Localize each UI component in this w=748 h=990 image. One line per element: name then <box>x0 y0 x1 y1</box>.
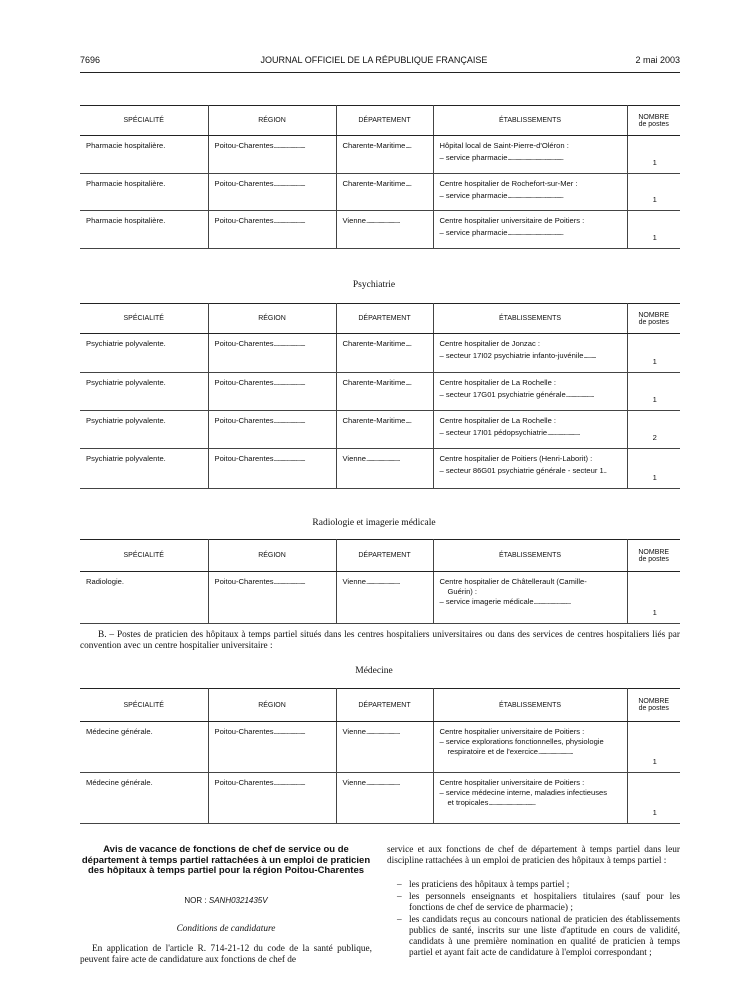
leader-dots: .............................. <box>366 727 400 736</box>
para-right: service et aux fonctions de chef de département à temps partiel dans leur discipline rattachées à un emploi de praticien des hôpitaux à temps partiel : <box>387 845 680 866</box>
leader-dots: ............................. <box>547 428 580 437</box>
radiologie-table <box>80 539 680 624</box>
cell-specialite: Psychiatrie polyvalente. <box>80 334 208 373</box>
cell-etablissements <box>433 334 627 373</box>
cell-departement <box>336 174 433 211</box>
col-specialite: SPÉCIALITÉ <box>80 689 208 722</box>
col-nombre-line2: de postes <box>638 705 669 712</box>
col-etablissements: ÉTABLISSEMENTS <box>433 106 627 136</box>
col-nombre <box>627 106 680 136</box>
page-number: 7696 <box>80 55 101 65</box>
cell-specialite: Pharmacie hospitalière. <box>80 174 208 211</box>
cell-nombre: 1 <box>627 373 680 411</box>
para-left: En application de l'article R. 714-21-12 du code de la santé publique, peuvent faire acte de candidature aux fonctions de chef de <box>80 944 372 965</box>
etab-line3: et tropicales <box>447 798 489 807</box>
cell-nombre: 1 <box>627 174 680 211</box>
leader-dots: ............................ <box>273 339 305 348</box>
section-title-psychiatrie: Psychiatrie <box>352 280 396 290</box>
cell-etablissements <box>433 211 627 249</box>
col-departement: DÉPARTEMENT <box>336 106 433 136</box>
col-departement: DÉPARTEMENT <box>336 689 433 722</box>
etab-line2: – service explorations fonctionnelles, physiologie <box>439 737 604 746</box>
journal-title: JOURNAL OFFICIEL DE LA RÉPUBLIQUE FRANÇAISE <box>260 55 488 65</box>
nor-value: SANH0321435V <box>208 896 268 905</box>
col-nombre-line2: de postes <box>638 555 669 563</box>
cell-region <box>208 773 336 824</box>
list-item: – les praticiens des hôpitaux à temps partiel ; <box>397 880 680 891</box>
leader-dots: ............................ <box>273 454 305 463</box>
cell-region <box>208 136 336 174</box>
etab-line2: – secteur 86G01 psychiatrie générale - secteur 1 <box>439 466 604 475</box>
leader-dots: .................................................. <box>507 191 563 200</box>
leader-dots: .......................................... <box>488 798 536 807</box>
avis-title: Avis de vacance de fonctions de chef de service ou de département à temps partiel rattachées à un emploi de praticien des hôpitaux à temps partiel pour la région Poitou-Charentes <box>81 844 371 876</box>
leader-dots: ............................ <box>273 141 305 150</box>
leader-dots: .............................. <box>366 454 400 463</box>
cell-etablissements <box>433 572 627 624</box>
nor-line <box>80 896 372 905</box>
departement-text: Charente-Maritime <box>342 416 406 425</box>
cell-region <box>208 174 336 211</box>
col-nombre <box>627 689 680 722</box>
leader-dots: .............................. <box>366 778 400 787</box>
etab-line1: Hôpital local de Saint-Pierre-d'Oléron : <box>439 141 569 150</box>
cell-etablissements <box>433 411 627 449</box>
departement-text: Vienne <box>342 727 367 736</box>
col-specialite: SPÉCIALITÉ <box>80 106 208 136</box>
table-row <box>80 211 680 249</box>
cell-region <box>208 373 336 411</box>
cell-departement <box>336 136 433 174</box>
etab-line1: Centre hospitalier de Châtellerault (Camille- <box>439 577 587 586</box>
region-text: Poitou-Charentes <box>214 378 274 387</box>
cell-specialite: Médecine générale. <box>80 773 208 824</box>
table-row <box>80 174 680 211</box>
departement-text: Vienne <box>342 454 367 463</box>
pharmacie-table <box>80 105 680 249</box>
cell-departement <box>336 773 433 824</box>
etab-line1: Centre hospitalier de La Rochelle : <box>439 378 557 387</box>
region-text: Poitou-Charentes <box>214 179 274 188</box>
cell-nombre: 1 <box>627 334 680 373</box>
cell-specialite: Pharmacie hospitalière. <box>80 211 208 249</box>
header-rule <box>80 72 680 73</box>
etab-line2: – service médecine interne, maladies infectieuses <box>439 788 608 797</box>
col-region: RÉGION <box>208 106 336 136</box>
col-specialite: SPÉCIALITÉ <box>80 304 208 334</box>
col-departement: DÉPARTEMENT <box>336 540 433 572</box>
leader-dots: .................................................. <box>507 228 563 237</box>
col-nombre-line1: NOMBRE <box>638 698 670 705</box>
departement-text: Vienne <box>342 216 367 225</box>
cell-nombre: 1 <box>627 211 680 249</box>
region-text: Poitou-Charentes <box>214 416 274 425</box>
table-row <box>80 722 680 773</box>
region-text: Poitou-Charentes <box>214 141 274 150</box>
cell-departement <box>336 373 433 411</box>
leader-dots: ............................ <box>273 378 305 387</box>
leader-dots: ............................ <box>273 727 305 736</box>
leader-dots: ........... <box>583 351 596 360</box>
col-etablissements: ÉTABLISSEMENTS <box>433 689 627 722</box>
leader-dots: ..... <box>405 416 411 425</box>
region-text: Poitou-Charentes <box>214 339 274 348</box>
leader-dots: .............................. <box>366 216 400 225</box>
region-text: Poitou-Charentes <box>214 727 274 736</box>
etab-line1: Centre hospitalier de Rochefort-sur-Mer : <box>439 179 578 188</box>
leader-dots: ..... <box>405 179 411 188</box>
col-nombre-line1: NOMBRE <box>638 311 670 319</box>
cell-departement <box>336 411 433 449</box>
leader-dots: ................................. <box>533 597 571 606</box>
etab-line1: Centre hospitalier de Poitiers (Henri-Laborit) : <box>439 454 593 463</box>
col-nombre-line1: NOMBRE <box>638 548 670 556</box>
leader-dots: ............................ <box>273 179 305 188</box>
section-title-medecine: Médecine <box>355 666 393 676</box>
table-row <box>80 572 680 624</box>
table-header-row <box>80 106 680 136</box>
table-header-row <box>80 689 680 722</box>
cell-region <box>208 449 336 489</box>
departement-text: Charente-Maritime <box>342 179 406 188</box>
cell-specialite: Psychiatrie polyvalente. <box>80 373 208 411</box>
cell-etablissements <box>433 174 627 211</box>
cell-nombre: 1 <box>627 722 680 773</box>
cell-departement <box>336 722 433 773</box>
cell-etablissements <box>433 136 627 174</box>
etab-line2: Guérin) : <box>447 587 478 596</box>
col-region: RÉGION <box>208 540 336 572</box>
etab-line1: Centre hospitalier de Jonzac : <box>439 339 540 348</box>
list-item: – les candidats reçus au concours national de praticien des établissements publics de santé, inscrits sur une liste d'aptitude en cours de validité, candidats à une première nomination en qualité de praticien à temps partiel et ayant fait acte de candidature à l'emploi correspondant ; <box>397 915 680 959</box>
cell-region <box>208 211 336 249</box>
col-etablissements: ÉTABLISSEMENTS <box>433 540 627 572</box>
cell-departement <box>336 449 433 489</box>
etab-line2: – secteur 17I01 pédopsychiatrie <box>439 428 548 437</box>
col-nombre-line2: de postes <box>638 318 669 326</box>
region-text: Poitou-Charentes <box>214 454 274 463</box>
etab-line3: – service imagerie médicale <box>439 597 534 606</box>
cell-region <box>208 572 336 624</box>
list-item: – les personnels enseignants et hospitaliers titulaires (sauf pour les fonctions de chef de service de pharmacie) ; <box>397 892 680 914</box>
col-nombre-line1: NOMBRE <box>638 113 670 121</box>
col-nombre <box>627 540 680 572</box>
col-region: RÉGION <box>208 304 336 334</box>
leader-dots: .. <box>603 466 606 475</box>
cell-etablissements <box>433 449 627 489</box>
col-region: RÉGION <box>208 689 336 722</box>
etab-line1: Centre hospitalier universitaire de Poitiers : <box>439 216 585 225</box>
cell-region <box>208 334 336 373</box>
departement-text: Vienne <box>342 778 367 787</box>
cell-region <box>208 722 336 773</box>
col-departement: DÉPARTEMENT <box>336 304 433 334</box>
etab-line2: – secteur 17G01 psychiatrie générale <box>439 390 566 399</box>
leader-dots: ..... <box>405 378 411 387</box>
cell-specialite: Psychiatrie polyvalente. <box>80 411 208 449</box>
leader-dots: ............................ <box>273 416 305 425</box>
etab-line2: – service pharmacie <box>439 228 508 237</box>
table-row <box>80 373 680 411</box>
cell-etablissements <box>433 722 627 773</box>
leader-dots: ............................ <box>273 778 305 787</box>
region-text: Poitou-Charentes <box>214 216 274 225</box>
psychiatrie-table <box>80 303 680 489</box>
etab-line2: – secteur 17I02 psychiatrie infanto-juvénile <box>439 351 584 360</box>
etab-line3: respiratoire et de l'exercice <box>447 747 539 756</box>
nor-label: NOR : <box>184 896 207 905</box>
cell-specialite: Radiologie. <box>80 572 208 624</box>
cell-nombre: 1 <box>627 572 680 624</box>
leader-dots: ..... <box>405 141 411 150</box>
table-row <box>80 773 680 824</box>
cell-specialite: Pharmacie hospitalière. <box>80 136 208 174</box>
region-text: Poitou-Charentes <box>214 577 274 586</box>
cell-etablissements <box>433 773 627 824</box>
leader-dots: ............................ <box>273 216 305 225</box>
leader-dots: ......................... <box>565 390 594 399</box>
table-row <box>80 136 680 174</box>
col-nombre <box>627 304 680 334</box>
col-specialite: SPÉCIALITÉ <box>80 540 208 572</box>
etab-line1: Centre hospitalier universitaire de Poitiers : <box>439 727 585 736</box>
table-header-row <box>80 304 680 334</box>
publication-date: 2 mai 2003 <box>635 55 680 65</box>
conditions-list <box>397 879 680 959</box>
medecine-table <box>80 688 680 824</box>
table-row <box>80 449 680 489</box>
cell-nombre: 1 <box>627 136 680 174</box>
conditions-title: Conditions de candidature <box>176 924 276 934</box>
col-nombre-line2: de postes <box>638 120 669 128</box>
cell-departement <box>336 572 433 624</box>
section-title-radiologie: Radiologie et imagerie médicale <box>312 518 436 528</box>
leader-dots: ............................ <box>273 577 305 586</box>
table-row <box>80 334 680 373</box>
departement-text: Charente-Maritime <box>342 141 406 150</box>
departement-text: Vienne <box>342 577 367 586</box>
cell-etablissements <box>433 373 627 411</box>
cell-nombre: 1 <box>627 773 680 824</box>
table-row <box>80 411 680 449</box>
cell-departement <box>336 211 433 249</box>
table-header-row <box>80 540 680 572</box>
etab-line1: Centre hospitalier universitaire de Poitiers : <box>439 778 585 787</box>
leader-dots: .............................. <box>366 577 400 586</box>
region-text: Poitou-Charentes <box>214 778 274 787</box>
etab-line2: – service pharmacie <box>439 153 508 162</box>
cell-departement <box>336 334 433 373</box>
paragraph-b: B. – Postes de praticien des hôpitaux à temps partiel situés dans les centres hospitaliers universitaires ou dans des services de centres hospitaliers liés par convention avec un centre hospitalier universitaire : <box>80 630 680 651</box>
leader-dots: ............................... <box>538 747 573 756</box>
cell-nombre: 1 <box>627 449 680 489</box>
cell-specialite: Psychiatrie polyvalente. <box>80 449 208 489</box>
departement-text: Charente-Maritime <box>342 339 406 348</box>
cell-region <box>208 411 336 449</box>
etab-line1: Centre hospitalier de La Rochelle : <box>439 416 557 425</box>
cell-specialite: Médecine générale. <box>80 722 208 773</box>
cell-nombre: 2 <box>627 411 680 449</box>
col-etablissements: ÉTABLISSEMENTS <box>433 304 627 334</box>
etab-line2: – service pharmacie <box>439 191 508 200</box>
departement-text: Charente-Maritime <box>342 378 406 387</box>
leader-dots: ..... <box>405 339 411 348</box>
leader-dots: .................................................. <box>507 153 563 162</box>
